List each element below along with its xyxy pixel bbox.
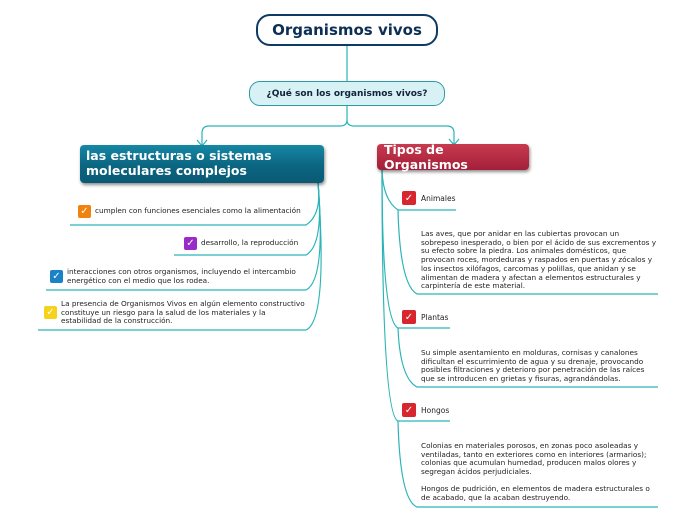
check-red-icon: ✓ <box>402 403 416 417</box>
category-description-2: Hongos de pudrición, en elementos de madera estructurales o de acabado, que la acaban destruyendo. <box>421 484 650 502</box>
right-main-topic-title: Tipos de Organismos <box>384 142 468 172</box>
check-purple-icon: ✓ <box>184 237 197 250</box>
left-main-topic-title: las estructuras o sistemas moleculares complejos <box>86 148 272 178</box>
category-hongos[interactable] <box>402 403 449 417</box>
check-blue-icon: ✓ <box>50 270 63 283</box>
left-item-text: cumplen con funciones esenciales como la alimentación <box>95 206 301 216</box>
root-topic-title: Organismos vivos <box>272 21 422 39</box>
check-red-icon: ✓ <box>402 310 416 324</box>
check-orange-icon: ✓ <box>78 205 91 218</box>
category-description: Las aves, que por anidar en las cubiertas provocan un sobrepeso inesperado, o bien por el ácido de sus excrementos y su efecto sobre la piedra. Los animales domésticos, que provocan roces, mordeduras y raspados en puertas y zócalos y los insectos xilófagos, carcomas y polillas, que anidan y se alimentan de madera y afectan a elementos estructurales y carpintería de este material. <box>421 229 657 291</box>
question-topic[interactable] <box>249 81 445 106</box>
right-main-topic[interactable] <box>377 144 529 170</box>
root-topic[interactable] <box>256 14 438 46</box>
category-label: Animales <box>421 193 456 203</box>
left-main-topic[interactable] <box>80 145 324 183</box>
category-label: Hongos <box>421 405 450 415</box>
left-item[interactable] <box>78 205 301 218</box>
category-plantas[interactable] <box>402 310 448 324</box>
left-item-text: La presencia de Organismos Vivos en algún elemento constructivo constituye un riesgo para la salud de los materiales y la estabilidad de la construcción. <box>61 299 305 326</box>
check-red-icon: ✓ <box>402 191 416 205</box>
left-item[interactable] <box>44 300 306 326</box>
left-item-text: interacciones con otros organismos, incluyendo el intercambio energético con el medio que los rodea. <box>67 267 296 285</box>
left-item[interactable] <box>184 237 298 250</box>
category-description: Colonias en materiales porosos, en zonas poco asoleadas y ventiladas, tanto en exteriores como en interiores (armarios); colonias que acumulan humedad, producen malos olores y segregan ácidos perjudiciales. <box>421 441 647 477</box>
category-label: Plantas <box>421 312 449 322</box>
left-item[interactable] <box>50 268 310 285</box>
question-topic-text: ¿Qué son los organismos vivos? <box>266 88 428 99</box>
check-yellow-icon: ✓ <box>44 306 57 319</box>
category-animales[interactable] <box>402 191 455 205</box>
left-item-text: desarrollo, la reproducción <box>201 238 299 248</box>
category-description: Su simple asentamiento en molduras, cornisas y canalones dificultan el escurrimiento de agua y su drenaje, provocando posibles filtraciones y deterioro por penetración de las raíces que se introducen en grietas y fisuras, agrandándolas. <box>421 348 645 384</box>
